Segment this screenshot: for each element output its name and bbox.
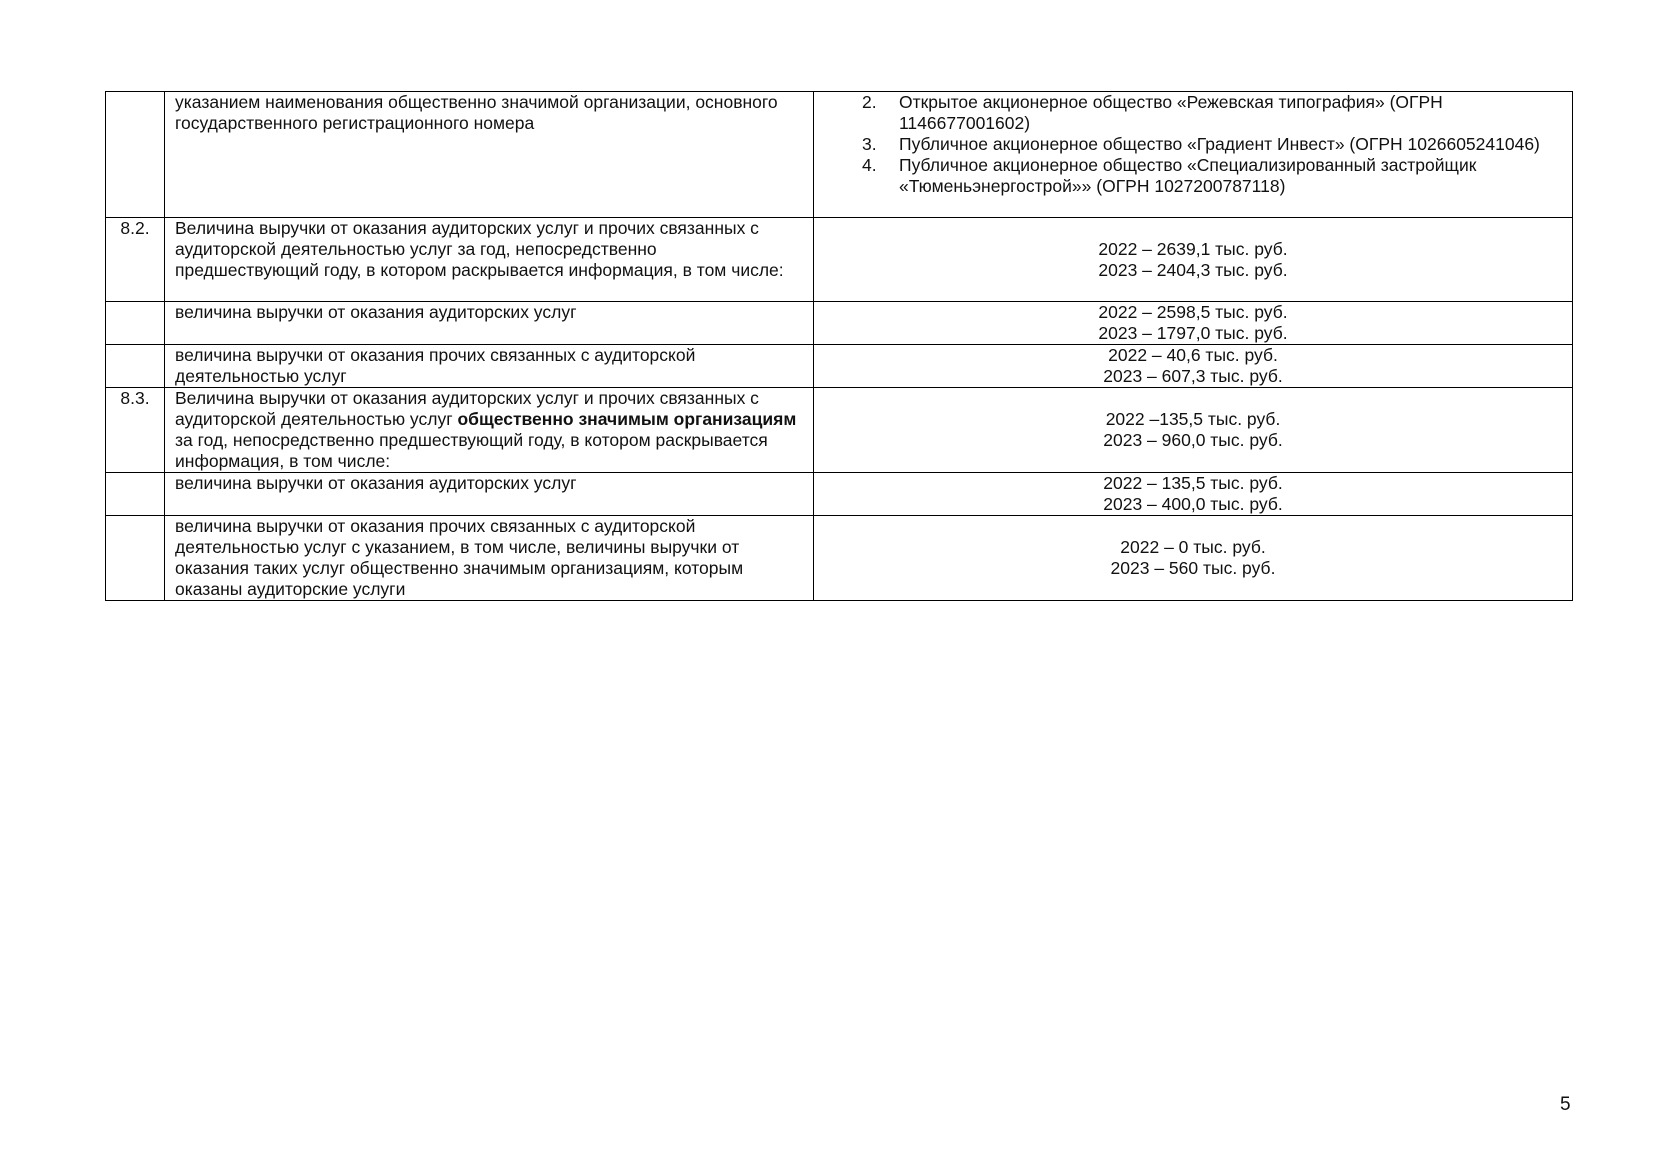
row-number-cell (106, 516, 165, 601)
value-2022: 2022 – 2639,1 тыс. руб. (1098, 238, 1288, 259)
value-2022: 2022 –135,5 тыс. руб. (1105, 409, 1281, 429)
row-value-cell (814, 473, 1573, 516)
list-item-number: 4. (862, 155, 877, 175)
list-item-text: Публичное акционерное общество «Специализированный застройщик «Тюменьэнергострой»» (ОГРН 1027200787118) (899, 155, 1477, 196)
row-value-cell (814, 302, 1573, 345)
value-2023: 2023 – 1797,0 тыс. руб. (1098, 323, 1288, 343)
table-row (106, 92, 1573, 218)
value-2022: 2022 – 135,5 тыс. руб. (1103, 473, 1283, 493)
row-description-cell (165, 218, 814, 302)
row-number-cell (106, 92, 165, 218)
table-row (106, 345, 1573, 388)
row-description-cell (165, 516, 814, 601)
table-row (106, 516, 1573, 601)
row-number-cell (106, 388, 165, 473)
row-value-cell (814, 388, 1573, 473)
list-item (862, 92, 1572, 134)
list-item-number: 2. (862, 92, 877, 112)
value-pair (814, 473, 1572, 515)
row-description-part: Величина выручки от оказания аудиторских услуг и прочих связанных с аудиторской деятельностью услуг (175, 388, 759, 429)
organization-list (814, 92, 1572, 197)
row-description-cell (165, 302, 814, 345)
row-description-cell (165, 388, 814, 473)
row-number: 8.2. (120, 218, 150, 238)
value-2023: 2023 – 400,0 тыс. руб. (1103, 494, 1283, 514)
row-description-cell (165, 473, 814, 516)
row-description: величина выручки от оказания прочих связанных с аудиторской деятельностью услуг с указанием, в том числе, величины выручки от оказания таких услуг общественно значимым организациям, которым оказаны аудиторские услуги (175, 516, 744, 599)
row-value-cell (814, 92, 1573, 218)
row-description: указанием наименования общественно значимой организации, основного государственного регистрационного номера (175, 92, 778, 133)
list-item-text: Публичное акционерное общество «Градиент Инвест» (ОГРН 1026605241046) (899, 134, 1540, 154)
row-description-part: за год, непосредственно предшествующий году, в котором раскрывается информация, в том числе: (175, 430, 768, 471)
row-description: величина выручки от оказания аудиторских услуг (175, 302, 577, 322)
value-2023: 2023 – 2404,3 тыс. руб. (1098, 259, 1288, 280)
table-row (106, 388, 1573, 473)
value-2023: 2023 – 607,3 тыс. руб. (1103, 366, 1283, 386)
table-row (106, 302, 1573, 345)
value-pair (814, 302, 1572, 344)
row-description-cell (165, 345, 814, 388)
value-2023: 2023 – 560 тыс. руб. (1110, 558, 1276, 578)
row-number-cell (106, 345, 165, 388)
row-number-cell (106, 218, 165, 302)
value-pair (814, 409, 1572, 451)
value-2023: 2023 – 960,0 тыс. руб. (1103, 430, 1283, 450)
row-value-cell (814, 345, 1573, 388)
disclosure-table (105, 91, 1573, 601)
row-description: Величина выручки от оказания аудиторских услуг и прочих связанных с аудиторской деятельностью услуг за год, непосредственно предшествующий году, в котором раскрывается информация, в том числе: (175, 218, 784, 280)
list-item-number: 3. (862, 134, 877, 154)
row-description: величина выручки от оказания аудиторских услуг (175, 473, 577, 493)
row-description-emphasis: общественно значимым организациям (457, 409, 797, 429)
row-number-cell (106, 473, 165, 516)
value-2022: 2022 – 0 тыс. руб. (1120, 537, 1266, 557)
row-description: величина выручки от оказания прочих связанных с аудиторской деятельностью услуг (175, 345, 696, 386)
table-row (106, 473, 1573, 516)
value-pair (814, 537, 1572, 579)
row-number-cell (106, 302, 165, 345)
row-value-cell (814, 516, 1573, 601)
list-item (862, 155, 1572, 197)
value-pair (814, 345, 1572, 387)
value-2022: 2022 – 40,6 тыс. руб. (1108, 345, 1278, 365)
table-row (106, 218, 1573, 302)
row-description-cell (165, 92, 814, 218)
row-number: 8.3. (120, 388, 150, 408)
row-value-cell (814, 218, 1573, 302)
list-item-text: Открытое акционерное общество «Режевская типография» (ОГРН 1146677001602) (899, 92, 1443, 133)
list-item (862, 134, 1572, 155)
page-number: 5 (1560, 1094, 1571, 1115)
value-2022: 2022 – 2598,5 тыс. руб. (1098, 302, 1288, 322)
value-pair (814, 239, 1572, 281)
